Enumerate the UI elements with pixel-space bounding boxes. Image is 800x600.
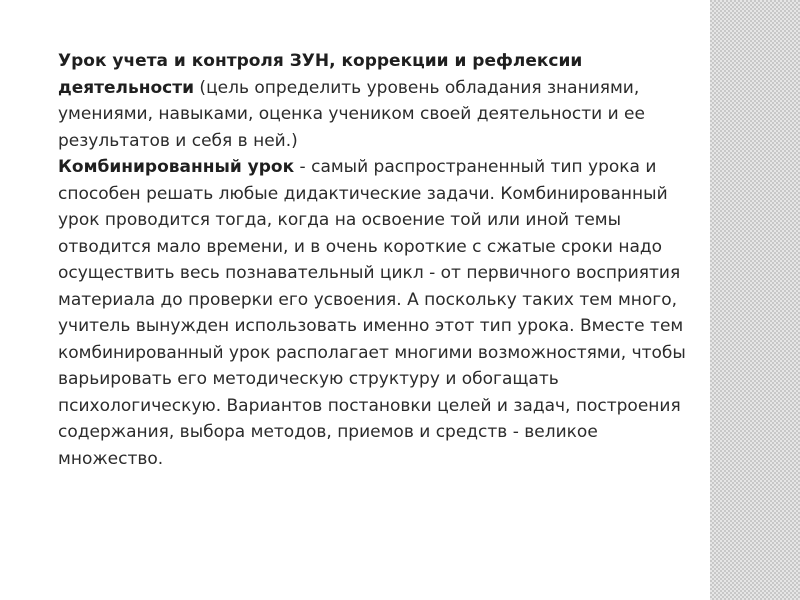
combined-lesson-heading: Комбинированный урок bbox=[58, 157, 295, 177]
slide-text-body bbox=[58, 48, 708, 472]
decorative-side-stripe bbox=[710, 0, 800, 600]
paragraph-combined-lesson bbox=[58, 154, 708, 472]
lesson-control-description: (цель определить уровень обладания знаниями, умениями, навыками, оценка учеником своей деятельности и ее результатов и себя в ней.) bbox=[58, 77, 645, 151]
lesson-control-heading: Урок учета и контроля ЗУН, коррекции и рефлексии деятельности bbox=[58, 51, 583, 98]
combined-lesson-description: - самый распространенный тип урока и способен решать любые дидактические задачи. Комбинированный урок проводится тогда, когда на освоение той или иной темы отводится мало времени, и в очень короткие с сжатые сроки надо осуществить весь познавательный цикл - от первичного восприятия материала до проверки его усвоения. А поскольку таких тем много, учитель вынужден использовать именно этот тип урока. Вместе тем комбинированный урок располагает многими возможностями, чтобы варьировать его методическую структуру и обогащать психологическую. Вариантов постановки целей и задач, построения содержания, выбора методов, приемов и средств - великое множество. bbox=[58, 157, 686, 469]
paragraph-lesson-control bbox=[58, 48, 708, 154]
